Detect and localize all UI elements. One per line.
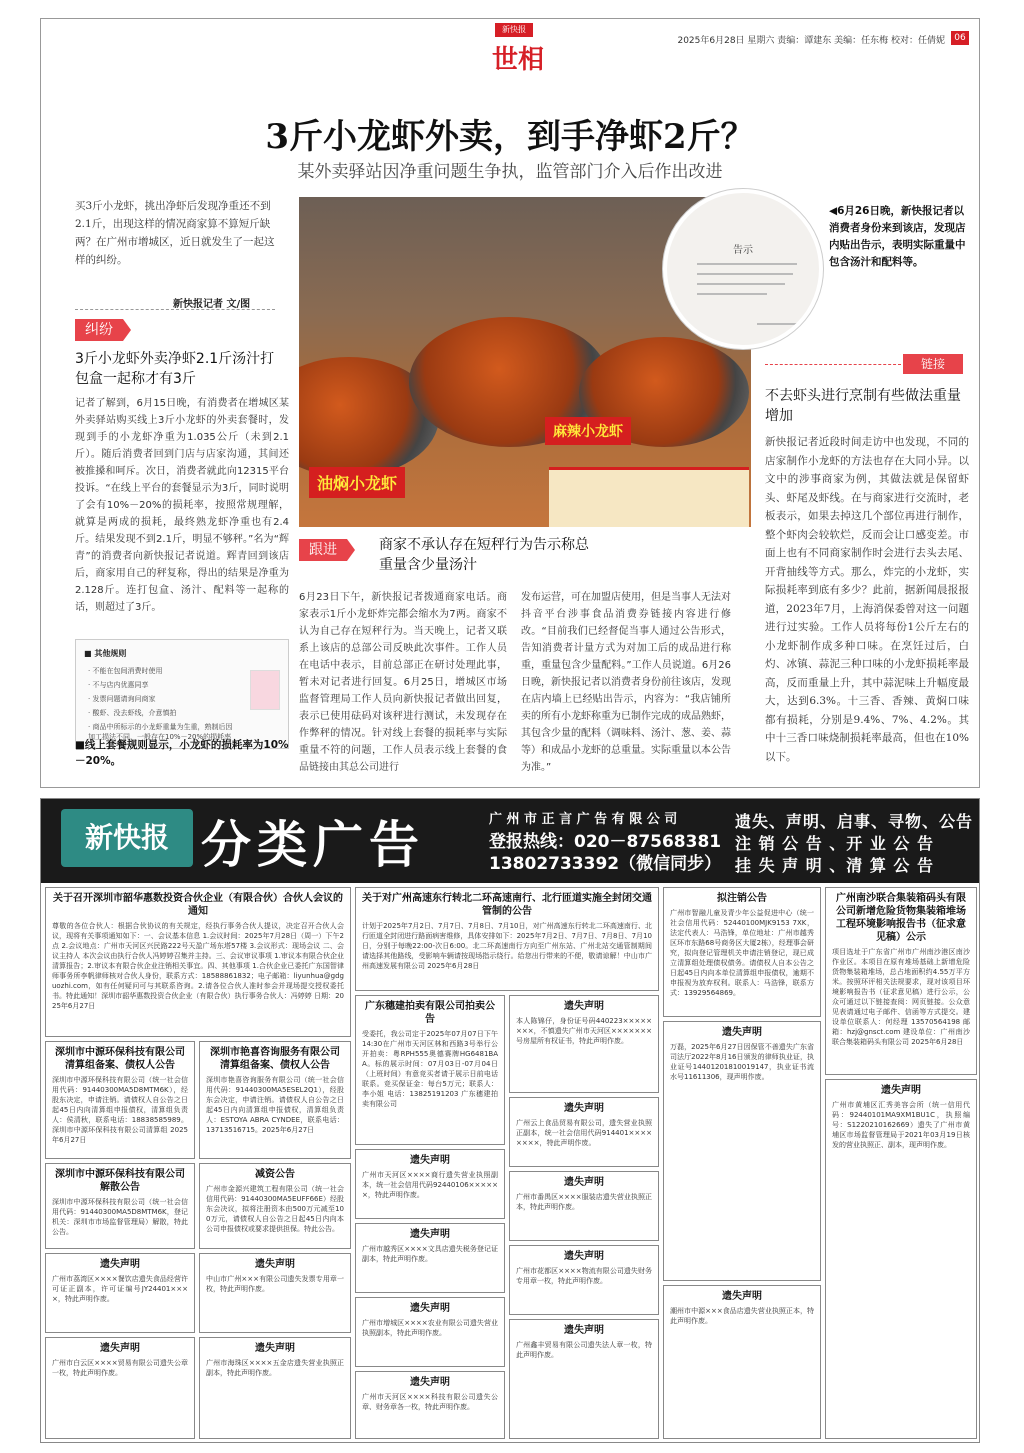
section-tag: 新快报 (495, 23, 533, 37)
ad-title: 遗失声明 (100, 1343, 140, 1354)
ad-block (45, 1163, 195, 1249)
headline: 3斤小龙虾外卖，到手净虾2斤？ (265, 117, 755, 157)
ad-body: 项目选址于广东省广州市广州南沙港区南沙作业区。本项目在原有堆场基础上新增危险货物集装箱堆场，总占地面积约4.55万平方米。按照环评相关法规要求，现对该项目环境影响报告书（征求意见稿）进行公示，公众可通过以下链接查阅：网页链接。公众意见表请通过电子邮件、信函等方式提交。建设单位联系人：何经理 13570564198 邮箱：hzj@gnsct.com 建设单位：广州南沙联合集装箱码头有限公司 2025年6月28日 (832, 948, 970, 1046)
ad-title: 遗失声明 (564, 1103, 604, 1114)
section-tag-followup: 跟进 (299, 539, 347, 561)
ad-title: 拟注销公告 (717, 893, 767, 904)
ad-title: 关于对广州高速东行转北二环高速南行、北行匝道实施全封闭交通管制的公告 (362, 893, 652, 917)
rules-line: · 不能在包间消费时使用 (88, 667, 163, 675)
link-tag: 链接 (903, 354, 963, 374)
rules-screenshot (75, 639, 289, 749)
price-strip (549, 467, 749, 527)
ad-block (663, 1021, 821, 1281)
notice-text-line (697, 283, 785, 285)
ad-block (355, 1223, 505, 1293)
ad-title: 深圳市艳喜咨询服务有限公司清算组备案、债权人公告 (210, 1047, 340, 1071)
ad-body: 广州鑫丰贸易有限公司遗失法人章一枚，特此声明作废。 (516, 1341, 652, 1359)
ad-title: 遗失声明 (564, 1251, 604, 1262)
byline: 新快报记者 文/图 (173, 299, 251, 310)
ad-body: 广州市番禺区××××服装店遗失营业执照正本，特此声明作废。 (516, 1193, 652, 1211)
ad-block (825, 887, 977, 1075)
rules-line: · 发票问题请询问商家 (88, 695, 156, 703)
ad-body: 广州市荔湾区××××餐饮店遗失食品经营许可证正副本，许可证编号JY24401××××，特此声明作废。 (52, 1275, 188, 1303)
ad-block (663, 887, 821, 1017)
rules-heading: ■ 其他规则 (84, 649, 127, 658)
ad-block (355, 995, 505, 1145)
section-text-followup-col2: 发布运营，可在加盟店使用，但是当事人无法对抖音平台涉事食品消费券链接内容进行修改。“目前我们已经督促当事人通过公告形式，告知消费者计量方式为对加工后的成品进行称重，重量包含少量配料。”工作人员说道。6月26日晚，新快报记者以消费者身份前往该店，发现在店内墙上已经贴出告示，内容为：“我店铺所卖的所有小龙虾称重为已制作完成的成品熟虾，其包含少量的配料（调味料、汤汁、葱、姜、蒜等）和成品小龙虾的总重量。实际重量以本公告为准。” (521, 592, 731, 773)
ad-body: 广州云上食品贸易有限公司，遗失营业执照正副本，统一社会信用代码914401××××××××，特此声明作废。 (516, 1119, 652, 1147)
ad-body: 广州市金源兴建筑工程有限公司（统一社会信用代码：91440300MA5EUFF66E）经股东会决议，拟将注册资本由500万元减至100万元，请债权人自公告之日起45日内向本公司申报债权或要求提供担保。特此公告。 (206, 1185, 344, 1233)
photo-caption: ◀6月26日晚，新快报记者以消费者身份来到该店，发现店内贴出告示，表明实际重量中包含汤汁和配料等。 (829, 205, 966, 268)
rules-line: · 不与店内优惠同享 (88, 681, 149, 689)
notice-text-line (697, 263, 797, 265)
dateline: 2025年6月28日 星期六 责编：谭建东 美编：任东梅 校对：任倩妮 (677, 36, 945, 46)
ad-body: 潮州市中源×××食品店遗失营业执照正本，特此声明作废。 (670, 1307, 814, 1325)
ad-title: 深圳市中源环保科技有限公司解散公告 (55, 1169, 185, 1193)
news-article-panel (40, 18, 980, 788)
ad-block (355, 1371, 505, 1439)
ad-title: 遗失声明 (410, 1303, 450, 1314)
notice-text-line (697, 273, 793, 275)
notice-text-line (757, 323, 797, 325)
ad-body: 广州市黄埔区汇秀美容会所（统一信用代码：92440101MA9XM1BU1C，执照编号：S1220210162669）遗失了广州市黄埔区市场监督管理局于2021年03月19日核发的营业执照正、副本，现声明作废。 (832, 1101, 970, 1149)
ads-categories (735, 811, 973, 877)
section-title-dispute: 3斤小龙虾外卖净虾2.1斤汤汁打包盒一起称才有3斤 (75, 351, 275, 387)
ads-company: 广 州 市 正 言 广 告 有 限 公 司 (489, 812, 678, 827)
ad-title: 遗失声明 (100, 1259, 140, 1270)
ad-body: 万磊，2025年6月27日因保管不善遗失广东省司法厅2022年8月16日颁发的律师执业证，执业证号14401201810019147，执业证书流水号11611306，现声明作废。 (670, 1043, 814, 1081)
ad-block (45, 1337, 195, 1439)
divider (75, 309, 275, 310)
ads-contact (489, 809, 721, 875)
ad-block (355, 1297, 505, 1367)
rules-line: · 商品中所标示的小龙虾重量为生重，熟制后因加工损法不同，一般存在10%－20%的损耗率 (88, 723, 233, 741)
ad-body: 广州市越秀区××××文具店遗失税务登记证副本，特此声明作废。 (362, 1245, 498, 1263)
lead-paragraph: 买3斤小龙虾，挑出净虾后发现净重还不到2.1斤，出现这样的情况商家算不算短斤缺两？在广州市增城区，近日就发生了一起这样的纠纷。 (75, 200, 275, 266)
sidebar-text: 新快报记者近段时间走访中也发现，不同的店家制作小龙虾的方法也存在大同小异。以文中的涉事商家为例，其做法就是保留虾头、虾尾及虾线。在与商家进行交流时，老板表示，如果去掉这几个部位再进行制作，整个虾肉会较软烂，反而会让口感变差。市面上也有不同商家制作时会进行去头去尾、开背抽线等方式。那么，炸完的小龙虾，实际损耗率到底有多少？此前，据新闻晨报报道，2023年7月，上海消保委曾对这一问题进行过实验。工作人员将每份1公斤左右的小龙虾制作成多种口味。在烹饪过后，白灼、冰镇、蒜泥三种口味的小龙虾损耗率最高，反而重量上升，其中蒜泥味上升幅度最大，达到6.3%。十三香、香辣、黄焖口味都有损耗，分别是9.4%、7%、4.2%。其中十三香口味烧制损耗率最高，但也在10%以下。 (765, 436, 969, 763)
ad-body: 广州市增城区××××农业有限公司遗失营业执照副本，特此声明作废。 (362, 1319, 498, 1337)
ad-title: 关于召开深圳市韶华惠数投资合伙企业（有限合伙）合伙人会议的通知 (53, 893, 343, 917)
ad-title: 广州南沙联合集装箱码头有限公司新增危险货物集装箱堆场工程环境影响报告书（征求意见稿）公示 (836, 893, 966, 943)
ads-title: 分类广告 (201, 816, 425, 874)
ad-title: 遗失声明 (722, 1027, 762, 1038)
subheadline: 某外卖驿站因净重问题生争执，监管部门介入后作出改进 (297, 162, 723, 182)
ad-body: 广州市花都区××××物流有限公司遗失财务专用章一枚，特此声明作废。 (516, 1267, 652, 1285)
section-tag-dispute: 纠纷 (75, 319, 123, 341)
ad-title: 遗失声明 (564, 1325, 604, 1336)
ads-mobile: 13802733392（微信同步） (489, 854, 722, 874)
ad-block (199, 1253, 351, 1333)
ad-title: 遗失声明 (722, 1291, 762, 1302)
page-number: 06 (951, 31, 969, 45)
classified-ads-panel (40, 798, 980, 1443)
ad-block (199, 1041, 351, 1159)
ad-block (509, 1245, 659, 1315)
brand-logo: 新快报 (61, 809, 193, 867)
ads-category-line: 注 销 公 告 、开 业 公 告 (735, 834, 934, 853)
ad-title: 遗失声明 (410, 1377, 450, 1388)
sidebar-title: 不去虾头进行烹制有些做法重量增加 (765, 388, 961, 424)
rules-caption: ■线上套餐规则显示，小龙虾的损耗率为10%－20%。 (75, 739, 289, 767)
notice-photo-inset (663, 189, 823, 349)
ad-block (45, 887, 351, 1037)
ad-block (355, 887, 659, 991)
section-text-dispute: 记者了解到，6月15日晚，有消费者在增城区某外卖驿站购买线上3斤小龙虾的外卖套餐时，发现到手的小龙虾净重为1.035公斤（未到2.1斤）。随后消费者回到门店与店家沟通，其间还被推搡和呵斥。次日，消费者就此向12315平台投诉。“在线上平台的套餐显示为3斤，同时说明了会有10%－20%的损耗率，按照常规理解，就算是两成的损耗，最终熟龙虾净重也有2.4斤。结果发现不到2.1斤，明显不够秤。”名为“辉青”的消费者向新快报记者说道。辉青回到该店后，商家用自己的秤复称，得出的结果是净重为2.128斤。连打包盒、汤汁、配料等一起称的话，则超过了3斤。 (75, 398, 289, 613)
ad-body: 计划于2025年7月2日、7月7日、7月8日、7月10日，对广州高速东行转北二环高速南行、北行匝道全封闭进行路面病害维修，具体安排如下：2025年7月2日、7月7日、7月8日、7月10日，分别于每晚22:00-次日6:00。北二环高速南行方向至广州东站、广州北站交通管制期间请选择其他路线，受影响车辆请按现场指示绕行。给您出行带来的不便，敬请谅解！中山市广州高速发展有限公司 2025年6月28日 (362, 922, 652, 970)
ad-body: 广州市白云区××××贸易有限公司遗失公章一枚，特此声明作废。 (52, 1359, 188, 1377)
ad-body: 中山市广州×××有限公司遗失发票专用章一枚，特此声明作废。 (206, 1275, 344, 1293)
section-name: 世相 (491, 45, 544, 75)
ad-title: 遗失声明 (881, 1085, 921, 1096)
ad-title: 遗失声明 (564, 1001, 604, 1012)
ad-body: 尊敬的各位合伙人：根据合伙协议的有关规定，经执行事务合伙人提议，决定召开合伙人会议，现将有关事项通知如下：一、会议基本信息 1.会议时间：2025年7月28日（周一）下午2点 2.会议地点：广州市天河区兴民路222号天盈广场东塔57楼 3.会议形式：现场会议 二、会议主持人 本次会议由执行合伙人冯婷婷召集并主持。三、会议审议事项 1.审议本有限合伙企业清算报告；2.审议本有限合伙企业注销相关事宜。四、其他事项 1.合伙企业已委托广东国智律师事务所李帆律师核对合伙人身份，联系方式：18588861832；电子邮箱：liyunhua@gdguozhi.com，如有任何疑问可与其联系咨询。2.请各位合伙人准时参会并现场提交授权委托书。特此通知！深圳市韶华惠数投资合伙企业（有限合伙）执行事务合伙人：冯婷婷 日期：2025年6月27日 (52, 922, 344, 1010)
notice-title: 告示 (733, 245, 753, 256)
section-title-followup: 商家不承认存在短秤行为告示称总重量含少量汤汁 (379, 537, 589, 573)
ad-body: 广州市智融儿童及青少年公益促进中心（统一社会信用代码：52440100MJK9153 7XK，法定代表人：马浩锋，单位地址：广州市越秀区环市东路68号商务区大厦2栋），经理事会研究，拟向登记管理机关申请注销登记，现已成立清算组处理债权债务。请债权人自本公告之日起45日内向本单位清算组申报债权，逾期不申报视为放弃权利。联系人：马浩锋，联系方式：13929564869。 (670, 909, 814, 997)
photo-label: 麻辣小龙虾 (545, 417, 631, 445)
ad-block (509, 1097, 659, 1167)
ad-block (663, 1285, 821, 1439)
ads-banner (41, 799, 979, 883)
ad-body: 广州市海珠区××××五金店遗失营业执照正副本，特此声明作废。 (206, 1359, 344, 1377)
ad-body: 深圳市中源环保科技有限公司（统一社会信用代码：91440300MA5D8MTM6K，登记机关：深圳市市场监督管理局）解散，特此公告。 (52, 1198, 188, 1236)
photo-label: 油焖小龙虾 (309, 467, 405, 498)
rules-line: · 酸虾、没去虾线，介意慎拍 (88, 709, 177, 717)
ad-title: 深圳市中源环保科技有限公司清算组备案、债权人公告 (55, 1047, 185, 1071)
ad-title: 遗失声明 (410, 1229, 450, 1240)
ads-category-line: 挂 失 声 明 、清 算 公 告 (735, 856, 934, 875)
ad-title: 遗失声明 (255, 1259, 295, 1270)
ad-block (45, 1253, 195, 1333)
ad-block (199, 1163, 351, 1249)
ad-block (199, 1337, 351, 1439)
page-header (41, 19, 979, 89)
notice-text-line (697, 293, 767, 295)
ads-hotline: 登报热线：020－87568381 (489, 832, 722, 852)
section-text-followup-col1: 6月23日下午，新快报记者拨通商家电话。商家表示1斤小龙虾炸完都会缩水为7两。商家不认为自己存在短秤行为。当天晚上，记者又联系上该店的总部公司反映此次事件。工作人员在电话中表示，目前总部正在研讨处理此事，暂未对记者进行回复。6月25日，增城区市场监督管理局工作人员向新快报记者做出回复，表示已使用砝码对该秤进行测试，未发现存在作弊秤的情况。针对线上套餐的损耗率与实际重量不符的问题，工作人员表示线上套餐的食品链接由其总公司进行 (299, 592, 507, 773)
ad-title: 遗失声明 (410, 1155, 450, 1166)
ad-block (825, 1079, 977, 1439)
ad-block (509, 995, 659, 1093)
divider (765, 364, 901, 365)
ad-title: 遗失声明 (564, 1177, 604, 1188)
ad-title: 广东穗建拍卖有限公司拍卖公告 (365, 1001, 495, 1025)
ad-body: 广州市天河区××××商行遗失营业执照副本，统一社会信用代码92440106××××××，特此声明作废。 (362, 1171, 498, 1199)
product-thumbnail (250, 670, 280, 710)
ad-body: 受委托，我公司定于2025年07月07日下午14:30在广州市天河区林和西路3号举行公开拍卖：粤RPH555奥德赛牌HG6481BAA。标的展示时间：07月03日-07月04日（上班时间）有意竞买者请于展示日前电话联系。竞买保证金：每台5万元；联系人：李小姐 电话：13825191203 广东穗建拍卖有限公司 (362, 1030, 498, 1108)
ad-block (45, 1041, 195, 1159)
ad-title: 遗失声明 (255, 1343, 295, 1354)
ad-block (509, 1171, 659, 1241)
ad-body: 广州市天河区××××科技有限公司遗失公章、财务章各一枚，特此声明作废。 (362, 1393, 498, 1411)
ad-body: 本人陈锦仔，身份证号码440223××××××××，不慎遗失广州市天河区×××××××号房屋所有权证书，特此声明作废。 (516, 1017, 652, 1045)
ads-category-line: 遗失、声明、启事、寻物、公告 (735, 812, 974, 831)
ad-body: 深圳市中源环保科技有限公司（统一社会信用代码：91440300MA5D8MTM6K），经股东决定，申请注销。请债权人自公告之日起45日内向清算组申报债权，清算组负责人：侯清秋，联系电话：18838585989。深圳市中源环保科技有限公司清算组 2025年6月27日 (52, 1076, 188, 1144)
ad-title: 减资公告 (255, 1169, 295, 1180)
ad-block (355, 1149, 505, 1219)
ad-body: 深圳市艳喜咨询服务有限公司（统一社会信用代码：91440300MA5ESEL2Q1），经股东会决定，申请注销。请债权人自公告之日起45日内向清算组申报债权，清算组负责人：ESTOYA ABRA CYNDEE，联系电话：13713516715。2025年6月27日 (206, 1076, 344, 1134)
ad-block (509, 1319, 659, 1439)
